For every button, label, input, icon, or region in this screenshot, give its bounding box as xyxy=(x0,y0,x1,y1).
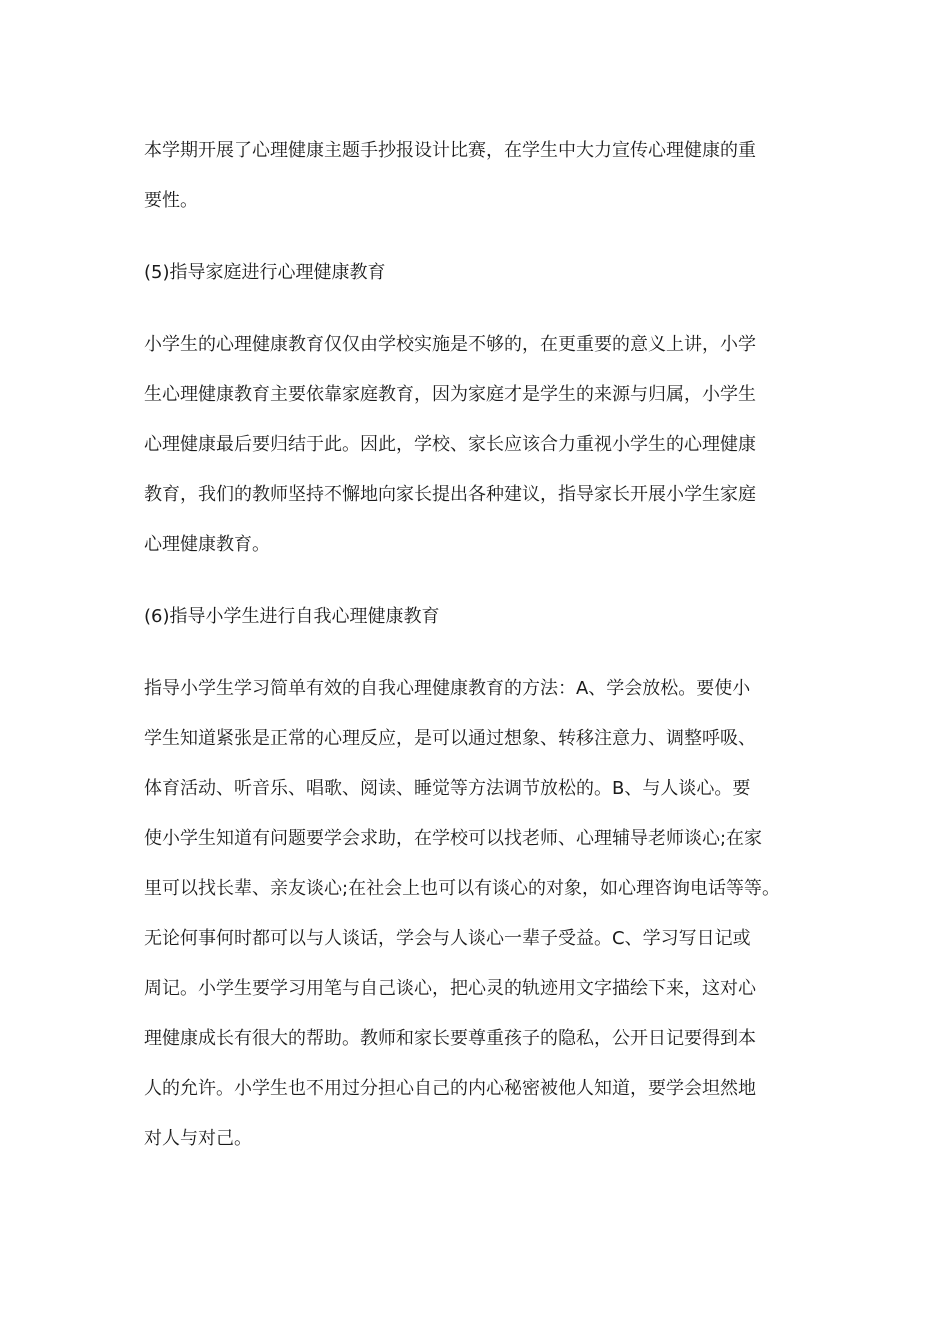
text-line: 无论何事何时都可以与人谈话，学会与人谈心一辈子受益。C、学习写日记或 xyxy=(144,928,751,949)
text-line: 周记。小学生要学习用笔与自己谈心，把心灵的轨迹用文字描绘下来，这对心 xyxy=(144,978,756,999)
text-line: 使小学生知道有问题要学会求助，在学校可以找老师、心理辅导老师谈心;在家 xyxy=(144,828,763,849)
document-body xyxy=(144,126,814,1164)
text-line: 体育活动、听音乐、唱歌、阅读、睡觉等方法调节放松的。B、与人谈心。要 xyxy=(144,778,751,799)
text-line: 人的允许。小学生也不用过分担心自己的内心秘密被他人知道，要学会坦然地 xyxy=(144,1078,756,1099)
heading-text: (6)指导小学生进行自我心理健康教育 xyxy=(144,606,440,627)
text-line: 教育，我们的教师坚持不懈地向家长提出各种建议，指导家长开展小学生家庭 xyxy=(144,484,756,505)
paragraph-family-education xyxy=(144,320,814,570)
text-line: 学生知道紧张是正常的心理反应，是可以通过想象、转移注意力、调整呼吸、 xyxy=(144,728,756,749)
text-line: 本学期开展了心理健康主题手抄报设计比赛，在学生中大力宣传心理健康的重 xyxy=(144,140,756,161)
text-line: 心理健康最后要归结于此。因此，学校、家长应该合力重视小学生的心理健康 xyxy=(144,434,756,455)
heading-text: (5)指导家庭进行心理健康教育 xyxy=(144,262,386,283)
text-line: 小学生的心理健康教育仅仅由学校实施是不够的，在更重要的意义上讲，小学 xyxy=(144,334,756,355)
section-heading-5 xyxy=(144,248,814,298)
text-line: 生心理健康教育主要依靠家庭教育，因为家庭才是学生的来源与归属，小学生 xyxy=(144,384,756,405)
paragraph-self-education xyxy=(144,664,814,1164)
text-line: 指导小学生学习简单有效的自我心理健康教育的方法：A、学会放松。要使小 xyxy=(144,678,751,699)
text-line: 心理健康教育。 xyxy=(144,534,270,555)
section-heading-6 xyxy=(144,592,814,642)
text-line: 对人与对己。 xyxy=(144,1128,252,1149)
paragraph-handout-contest xyxy=(144,126,814,226)
text-line: 要性。 xyxy=(144,190,198,211)
text-line: 里可以找长辈、亲友谈心;在社会上也可以有谈心的对象，如心理咨询电话等等。 xyxy=(144,878,781,899)
text-line: 理健康成长有很大的帮助。教师和家长要尊重孩子的隐私，公开日记要得到本 xyxy=(144,1028,756,1049)
